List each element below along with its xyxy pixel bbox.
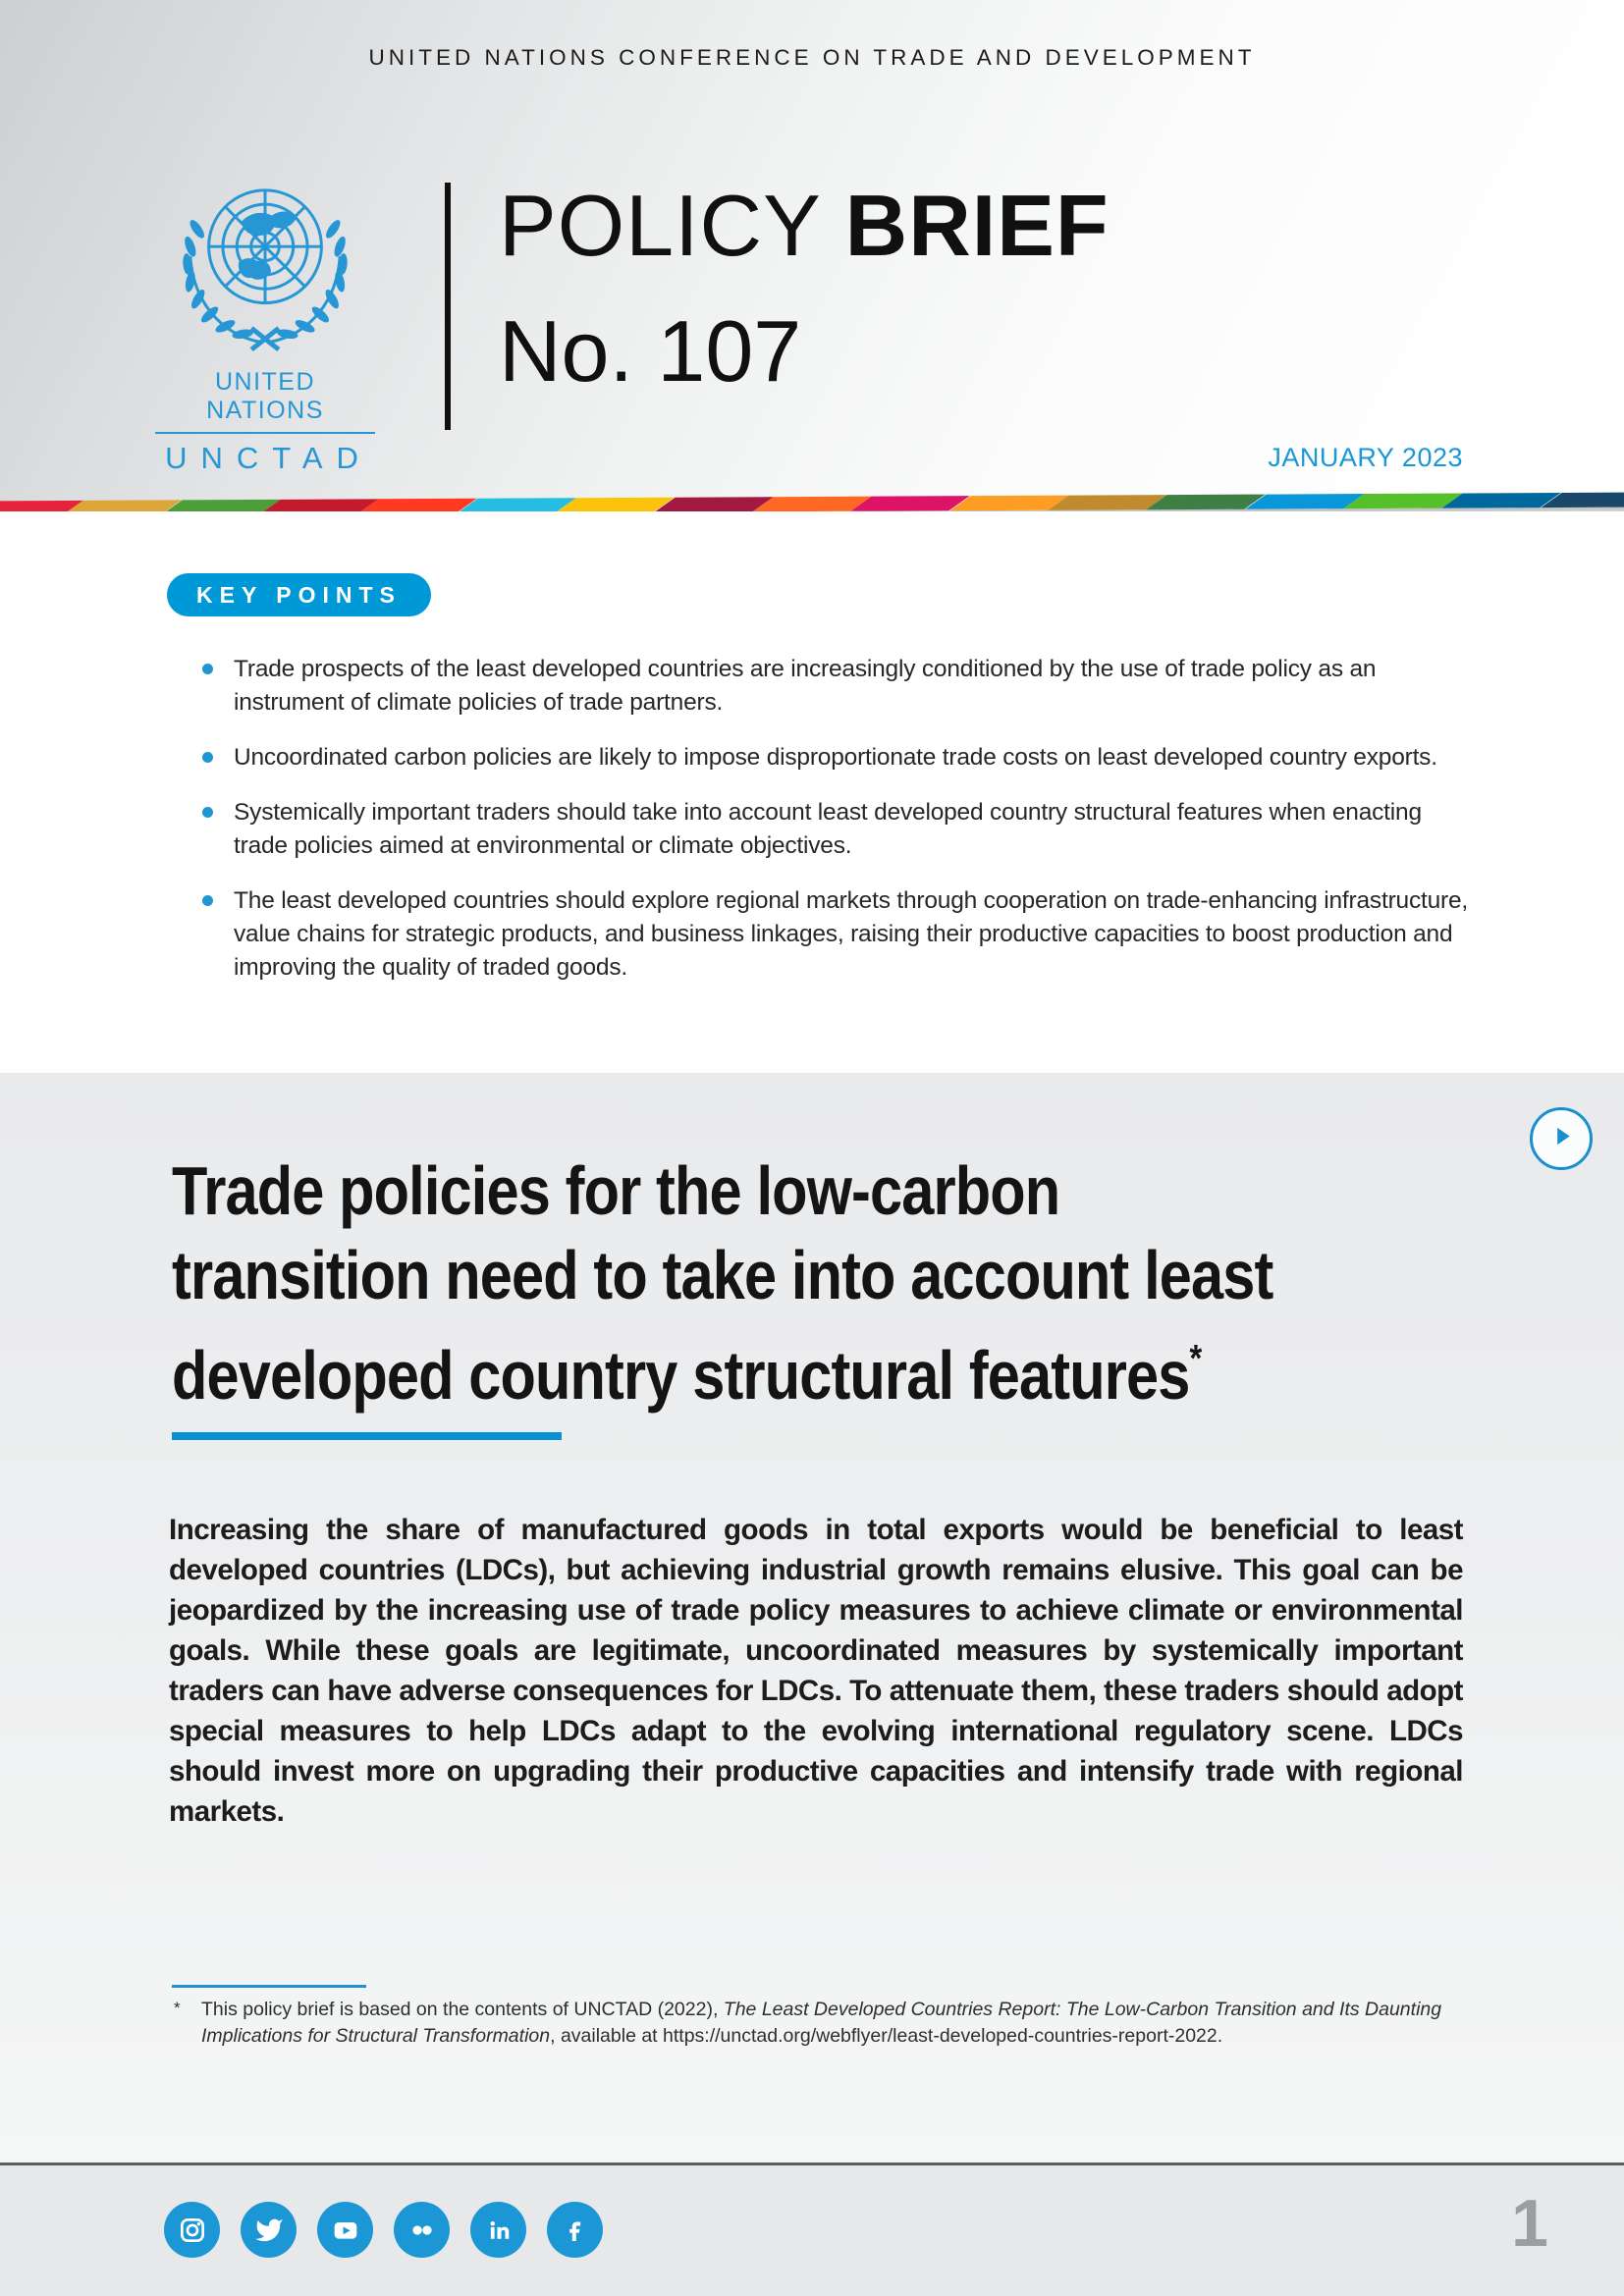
abstract: Increasing the share of manufactured goods in total exports would be beneficial to least developed countries (LDCs), but achieving industrial growth remains elusive. This goal can be jeopardized by the increasing use of trade policy measures to achieve climate or environmental goals. While these goals are legitimate, uncoordinated measures by systemically important traders can have adverse consequences for LDCs. To attenuate them, these traders should adopt special measures to help LDCs adapt to the evolving international regulatory scene. LDCs should invest more on upgrading their productive capacities and intensify trade with regional markets.: [169, 1514, 1463, 1828]
key-point-item: Trade prospects of the least developed countries are increasingly conditioned by the use of trade policy as an instrument of climate policies of trade partners.: [202, 653, 1479, 720]
footnote-text-before: This policy brief is based on the contents of UNCTAD (2022),: [201, 1999, 724, 2020]
series-title-light: POLICY: [499, 177, 821, 274]
instagram-icon[interactable]: [164, 2202, 220, 2258]
linkedin-icon[interactable]: [470, 2202, 526, 2258]
page-number: 1: [1511, 2186, 1548, 2261]
twitter-icon[interactable]: [241, 2202, 297, 2258]
key-points-section: [0, 511, 1624, 1073]
masthead-divider: [445, 183, 451, 430]
audio-play-button[interactable]: [1530, 1107, 1593, 1170]
main-title-line: [172, 1317, 1272, 1417]
footnote-report-title: The Least Developed Countries Report: The Low-Carbon Transition and Its Daunting Implications for Structural Transformation: [201, 1999, 1442, 2047]
facebook-icon[interactable]: [547, 2202, 603, 2258]
footnote-text: [201, 1997, 1484, 2050]
main-title-line: Trade policies for the low-carbon: [172, 1152, 1060, 1229]
play-icon: [1548, 1123, 1575, 1154]
series-title: [499, 177, 1110, 274]
footnote-marker: *: [174, 1999, 181, 2017]
title-footnote-marker: *: [1189, 1338, 1202, 1380]
key-point-item: Uncoordinated carbon policies are likely to impose disproportionate trade costs on least developed country exports.: [202, 741, 1479, 774]
un-logo-acronym: UNCTAD: [165, 441, 372, 475]
main-title-line: transition need to take into account least: [172, 1237, 1273, 1313]
top-label: UNITED NATIONS CONFERENCE ON TRADE AND DEVELOPMENT: [368, 45, 1256, 70]
flickr-icon[interactable]: [394, 2202, 450, 2258]
footer: [0, 2163, 1624, 2296]
un-logo-org: UNITED NATIONS: [155, 368, 375, 434]
issue-number-light: No.: [499, 302, 633, 400]
key-points-list: [202, 653, 1479, 1006]
footnote-rule: [172, 1985, 366, 1988]
title-underline: [172, 1432, 562, 1440]
footnote-text-after: , available at https://unctad.org/webflyer/least-developed-countries-report-2022.: [550, 2025, 1223, 2047]
main-title: [172, 1148, 1272, 1417]
series-title-bold: BRIEF: [844, 177, 1110, 274]
social-icons: [164, 2202, 603, 2258]
issue-number: [499, 302, 802, 400]
issue-date: JANUARY 2023: [1268, 443, 1463, 472]
footnote: [172, 1997, 1484, 2050]
masthead: [0, 0, 1624, 511]
un-logo: [155, 173, 375, 476]
un-emblem-icon: [156, 345, 374, 361]
key-point-item: The least developed countries should explore regional markets through cooperation on trade-enhancing infrastructure, value chains for strategic products, and business linkages, raising their productive capacities to boost production and improving the quality of traded goods.: [202, 884, 1479, 985]
key-point-item: Systemically important traders should take into account least developed country structural features when enacting trade policies aimed at environmental or climate objectives.: [202, 796, 1479, 863]
youtube-icon[interactable]: [317, 2202, 373, 2258]
issue-number-bold: 107: [657, 302, 802, 400]
key-points-badge: KEY POINTS: [167, 573, 431, 616]
main-title-line-text: developed country structural features: [172, 1337, 1190, 1414]
